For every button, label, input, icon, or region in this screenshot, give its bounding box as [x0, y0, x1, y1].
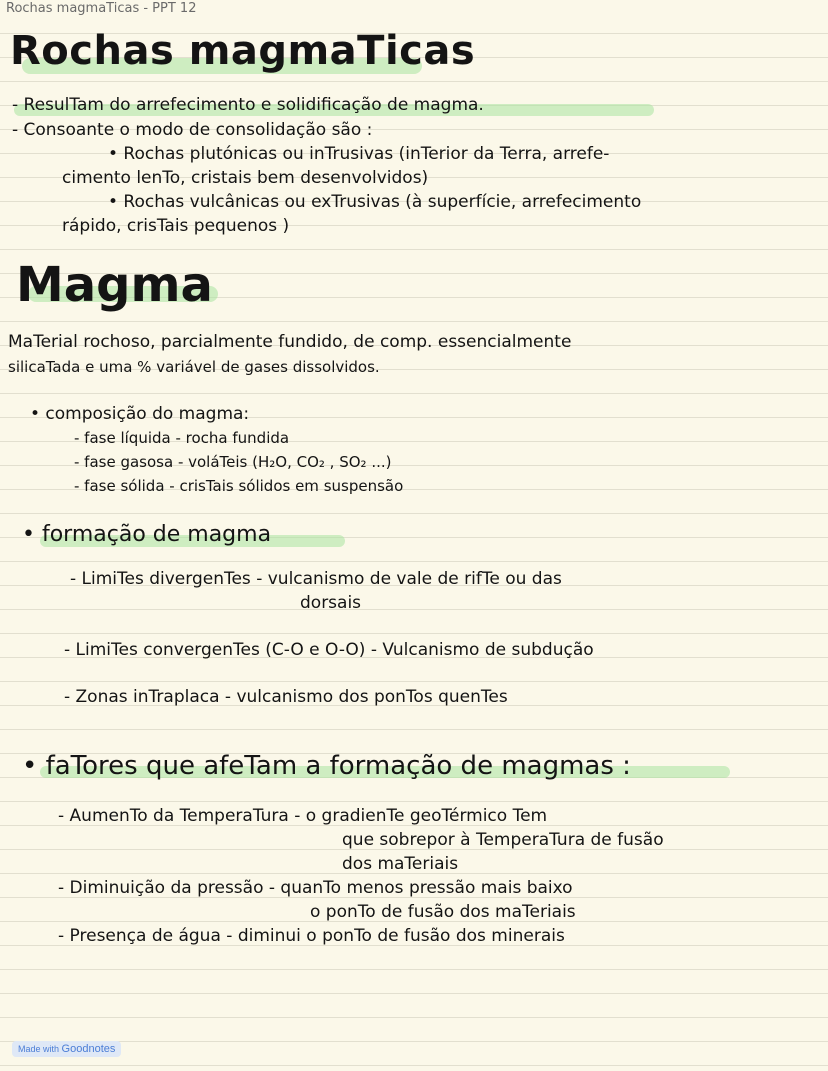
- list-item: - Zonas inTraplaca - vulcanismo dos ponTos quenTes: [64, 687, 508, 707]
- text-line: - Consoante o modo de consolidação são :: [12, 120, 373, 140]
- list-item: que sobrepor à TemperaTura de fusão: [342, 830, 664, 850]
- list-item: dorsais: [300, 593, 362, 613]
- list-item: - fase sólida - crisTais sólidos em suspensão: [74, 477, 404, 495]
- composicao-heading: • composição do magma:: [30, 404, 250, 424]
- list-item: - Presença de água - diminui o ponTo de fusão dos minerais: [58, 926, 565, 946]
- text-line: - ResulTam do arrefecimento e solidificação de magma.: [12, 95, 484, 115]
- fatores-heading: • faTores que afeTam a formação de magmas :: [22, 751, 631, 781]
- page-title: Rochas magmaTicas: [10, 28, 476, 74]
- definition-line: MaTerial rochoso, parcialmente fundido, de comp. essencialmente: [8, 332, 572, 352]
- goodnotes-brand: Goodnotes: [61, 1043, 116, 1055]
- section-title-magma: Magma: [16, 257, 213, 313]
- list-item: - LimiTes divergenTes - vulcanismo de vale de rifTe ou das: [70, 569, 562, 589]
- definition-line: silicaTada e uma % variável de gases dissolvidos.: [8, 358, 380, 376]
- made-with-prefix: Made with: [18, 1044, 60, 1054]
- breadcrumb: Rochas magmaTicas - PPT 12: [6, 1, 197, 16]
- text-line: • Rochas plutónicas ou inTrusivas (inTerior da Terra, arrefe-: [108, 144, 610, 164]
- text-line: cimento lenTo, cristais bem desenvolvidos): [62, 168, 429, 188]
- text-line: rápido, crisTais pequenos ): [62, 216, 290, 236]
- list-item: - Diminuição da pressão - quanTo menos pressão mais baixo: [58, 878, 573, 898]
- list-item: o ponTo de fusão dos maTeriais: [310, 902, 576, 922]
- list-item: - LimiTes convergenTes (C-O e O-O) - Vulcanismo de subdução: [64, 640, 594, 660]
- list-item: dos maTeriais: [342, 854, 459, 874]
- made-with-badge: [12, 1041, 121, 1057]
- list-item: - fase líquida - rocha fundida: [74, 429, 290, 447]
- text-line: • Rochas vulcânicas ou exTrusivas (à superfície, arrefecimento: [108, 192, 642, 212]
- list-item: - fase gasosa - voláTeis (H₂O, CO₂ , SO₂ ...): [74, 453, 392, 471]
- formacao-heading: • formação de magma: [22, 522, 272, 547]
- list-item: - AumenTo da TemperaTura - o gradienTe geoTérmico Tem: [58, 806, 548, 826]
